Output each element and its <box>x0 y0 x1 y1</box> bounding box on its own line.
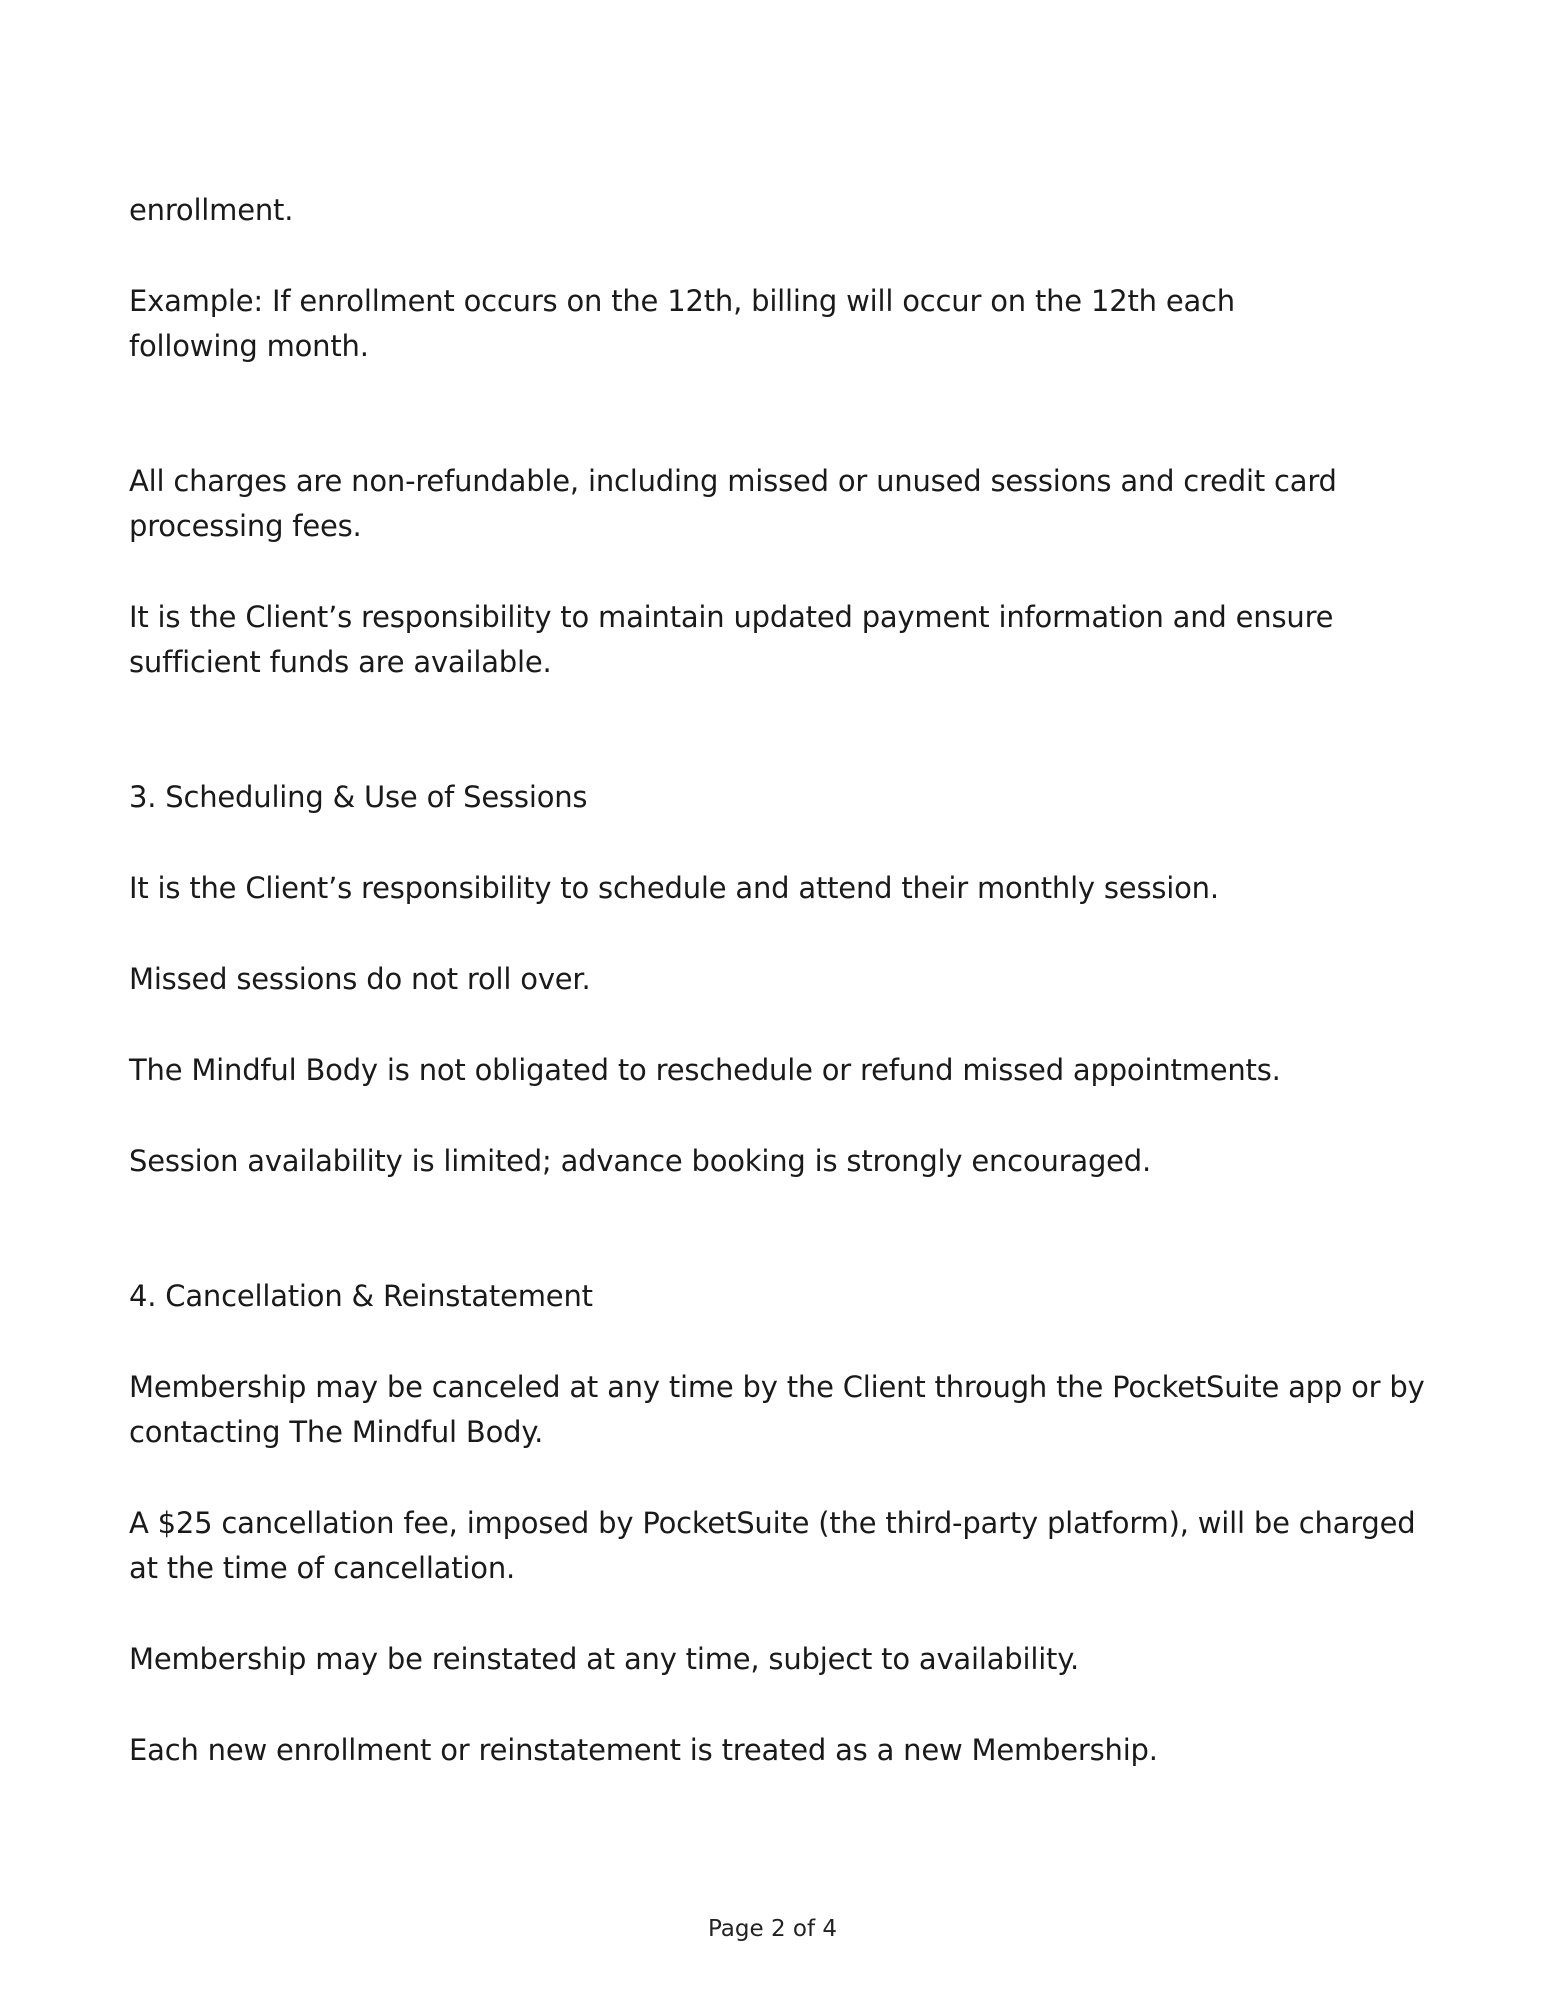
paragraph-non-refundable: All charges are non-refundable, including missed or unused sessions and credit card processing fees. <box>129 464 1337 543</box>
page-number-footer: Page 2 of 4 <box>707 1916 838 1942</box>
section-4-heading: 4. Cancellation & Reinstatement <box>129 1279 593 1313</box>
paragraph-continuation: enrollment. <box>129 193 294 227</box>
section-3-paragraph: Session availability is limited; advance booking is strongly encouraged. <box>129 1144 1152 1178</box>
section-4-paragraph: Membership may be canceled at any time by the Client through the PocketSuite app or by contacting The Mindful Body. <box>129 1370 1425 1449</box>
section-3-paragraph: The Mindful Body is not obligated to reschedule or refund missed appointments. <box>129 1053 1281 1087</box>
section-3-paragraph: It is the Client’s responsibility to schedule and attend their monthly session. <box>129 871 1219 905</box>
document-body <box>129 188 1429 1773</box>
paragraph-payment-responsibility: It is the Client’s responsibility to maintain updated payment information and ensure sufficient funds are available. <box>129 600 1334 679</box>
paragraph-billing-example: Example: If enrollment occurs on the 12th, billing will occur on the 12th each following month. <box>129 284 1235 363</box>
section-4-paragraph: Each new enrollment or reinstatement is treated as a new Membership. <box>129 1733 1158 1767</box>
section-4-paragraph: A $25 cancellation fee, imposed by PocketSuite (the third-party platform), will be charged at the time of cancellation. <box>129 1506 1416 1585</box>
section-4-paragraph: Membership may be reinstated at any time, subject to availability. <box>129 1642 1080 1676</box>
section-3-heading: 3. Scheduling & Use of Sessions <box>129 780 588 814</box>
section-3-paragraph: Missed sessions do not roll over. <box>129 962 591 996</box>
